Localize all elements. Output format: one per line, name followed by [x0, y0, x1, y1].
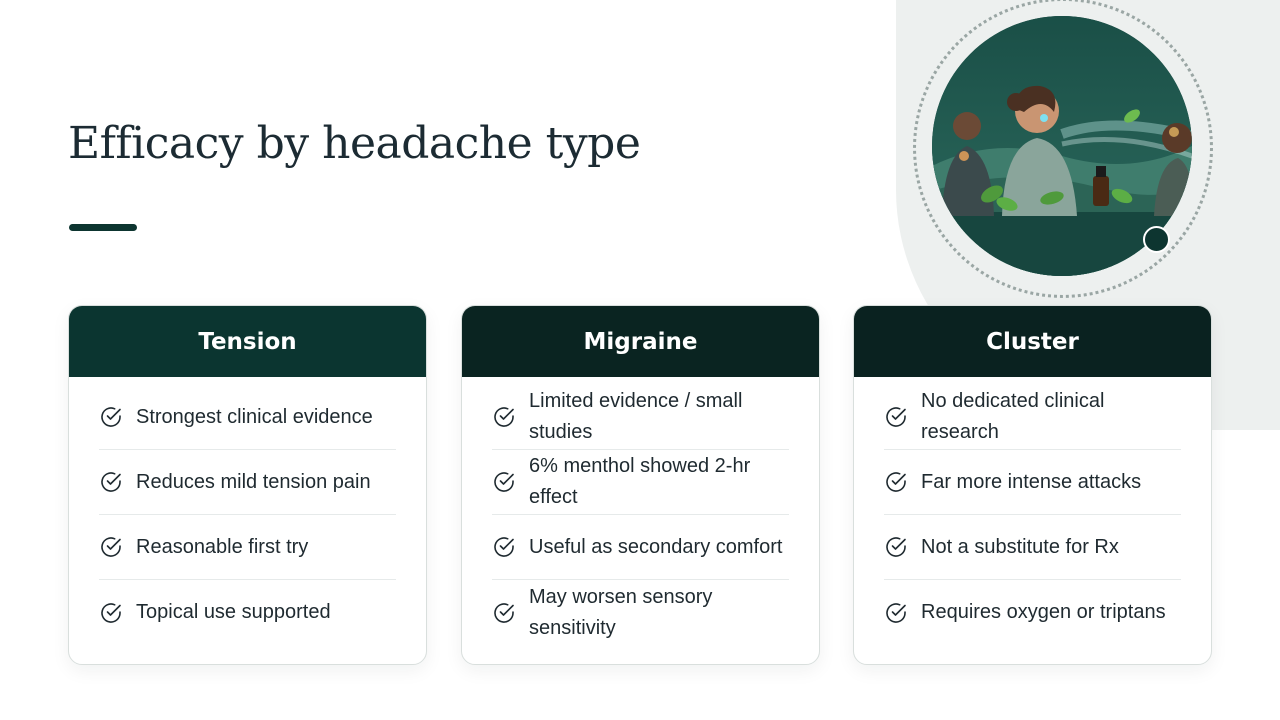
- list-item-text: Not a substitute for Rx: [921, 535, 1119, 558]
- list-item-text: Useful as secondary comfort: [529, 535, 783, 558]
- list-item: [492, 580, 789, 645]
- list-item: [884, 450, 1181, 515]
- list-item-text: Topical use supported: [136, 601, 331, 623]
- title-accent-bar: [69, 224, 137, 231]
- list-item-text: Reasonable first try: [136, 535, 309, 558]
- page-title: Efficacy by headache type: [68, 118, 641, 169]
- check-circle-icon: [492, 470, 516, 494]
- check-circle-icon: [99, 470, 123, 494]
- list-item-text: 6% menthol showed 2-hr effect: [529, 455, 751, 508]
- card-tension: [68, 305, 427, 665]
- list-item: [99, 580, 396, 645]
- list-item-text: Requires oxygen or triptans: [921, 601, 1166, 623]
- card-list: [69, 377, 426, 645]
- list-item: [492, 450, 789, 515]
- decorative-dot: [1143, 226, 1170, 253]
- list-item-text: Limited evidence / small studies: [529, 390, 743, 443]
- list-item: [99, 515, 396, 580]
- check-circle-icon: [884, 601, 908, 625]
- list-item-text: Reduces mild tension pain: [136, 470, 371, 493]
- card-header: Migraine: [462, 306, 819, 377]
- check-circle-icon: [884, 470, 908, 494]
- list-item: [99, 450, 396, 515]
- list-item: [884, 385, 1181, 450]
- list-item-text: May worsen sensory sensitivity: [529, 585, 713, 639]
- check-circle-icon: [492, 535, 516, 559]
- list-item-text: No dedicated clinical research: [921, 390, 1105, 443]
- list-item: [884, 515, 1181, 580]
- card-list: [462, 377, 819, 645]
- check-circle-icon: [492, 601, 516, 625]
- list-item: [99, 385, 396, 450]
- check-circle-icon: [99, 535, 123, 559]
- check-circle-icon: [884, 535, 908, 559]
- check-circle-icon: [884, 405, 908, 429]
- card-cluster: [853, 305, 1212, 665]
- check-circle-icon: [492, 405, 516, 429]
- check-circle-icon: [99, 405, 123, 429]
- card-migraine: [461, 305, 820, 665]
- list-item-text: Strongest clinical evidence: [136, 405, 373, 428]
- check-circle-icon: [99, 601, 123, 625]
- list-item: [884, 580, 1181, 645]
- list-item: [492, 515, 789, 580]
- list-item: [492, 385, 789, 450]
- card-header: Tension: [69, 306, 426, 377]
- card-list: [854, 377, 1211, 645]
- list-item-text: Far more intense attacks: [921, 470, 1142, 493]
- card-header: Cluster: [854, 306, 1211, 377]
